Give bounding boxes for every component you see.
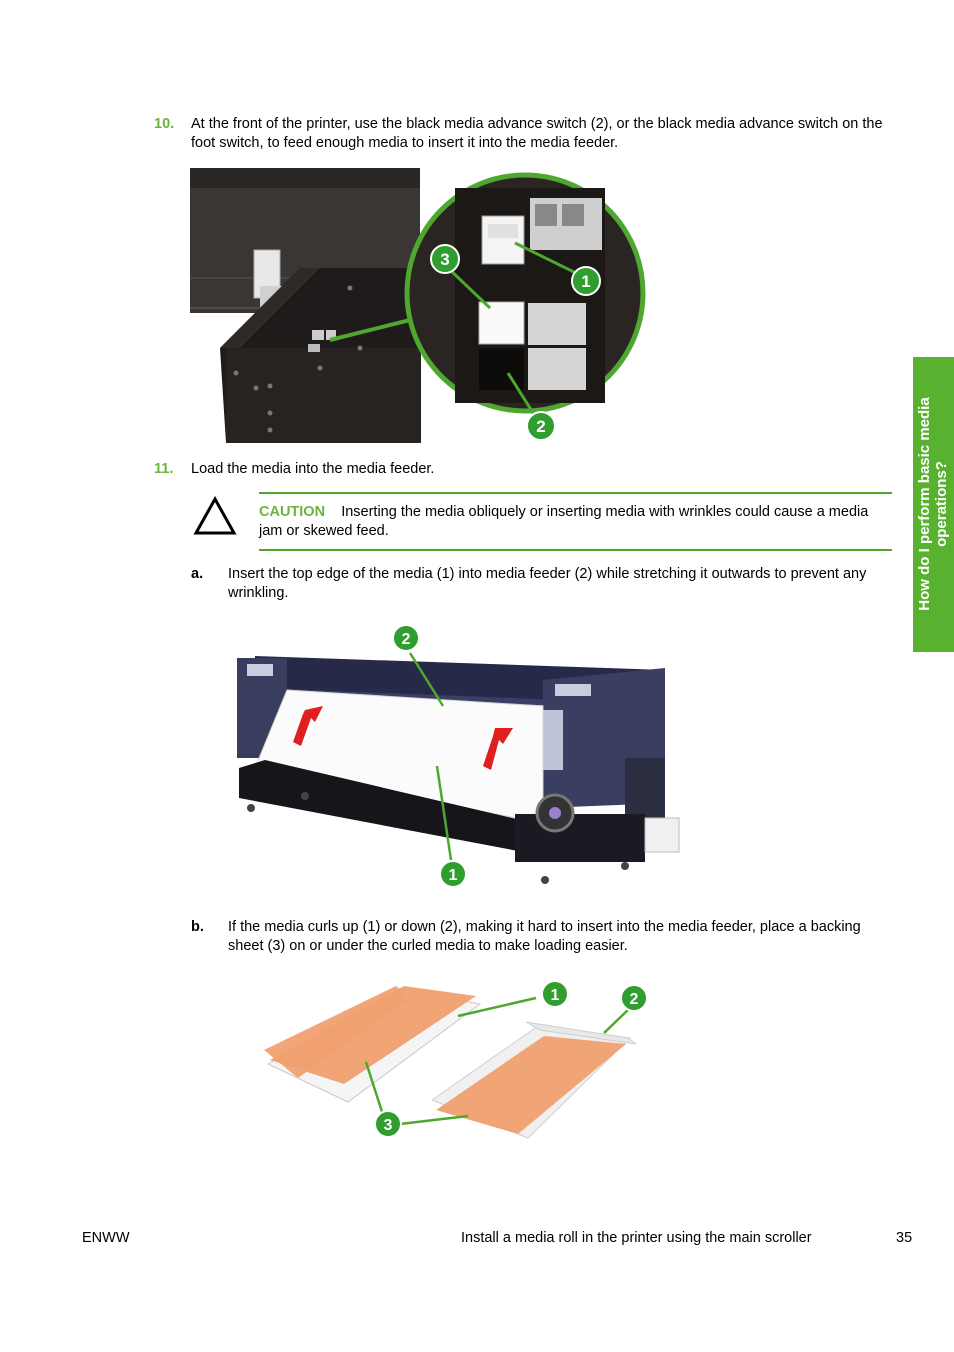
caution-icon — [193, 496, 237, 536]
caution-bottom-rule — [259, 549, 892, 551]
callout-1: 1 — [550, 987, 560, 1004]
substep-b-text: If the media curls up (1) or down (2), making it hard to insert into the media feeder, place a backing sheet (3) on or under the curled media to make loading easier. — [228, 919, 861, 954]
caution-text: Inserting the media obliquely or inserting media with wrinkles could cause a media jam or skewed feed. — [259, 504, 869, 539]
substep-a-text: Insert the top edge of the media (1) into media feeder (2) while stretching it outwards to prevent any wrinkling. — [228, 566, 867, 601]
step-10-number: 10. — [154, 116, 175, 132]
footer-left: ENWW — [82, 1230, 130, 1246]
figure-load-media — [225, 618, 687, 900]
step-11-text: Load the media into the media feeder. — [191, 461, 435, 477]
callout-2: 2 — [401, 631, 411, 648]
callout-1: 1 — [448, 867, 458, 884]
chapter-side-tab — [913, 357, 954, 652]
callout-3: 3 — [440, 250, 450, 269]
step-11-number: 11. — [154, 461, 174, 477]
callout-3: 3 — [383, 1117, 393, 1134]
substep-b-letter: b. — [191, 919, 204, 935]
caution-block — [259, 503, 889, 541]
callout-2: 2 — [629, 991, 639, 1008]
callout-1: 1 — [581, 272, 591, 291]
figure-backing-sheet — [258, 978, 656, 1143]
step-10-text: At the front of the printer, use the black media advance switch (2), or the black media advance switch on the foot switch, to feed enough media to insert it into the media feeder. — [191, 116, 883, 151]
caution-top-rule — [259, 492, 892, 494]
callout-2: 2 — [536, 417, 546, 436]
figure-advance-switch — [190, 168, 650, 443]
page-number: 35 — [896, 1230, 913, 1246]
caution-label: CAUTION — [259, 504, 326, 520]
footer-title: Install a media roll in the printer using the main scroller — [461, 1230, 812, 1246]
chapter-side-tab-text: How do I perform basic media operations? — [916, 397, 950, 611]
substep-a-letter: a. — [191, 566, 204, 582]
